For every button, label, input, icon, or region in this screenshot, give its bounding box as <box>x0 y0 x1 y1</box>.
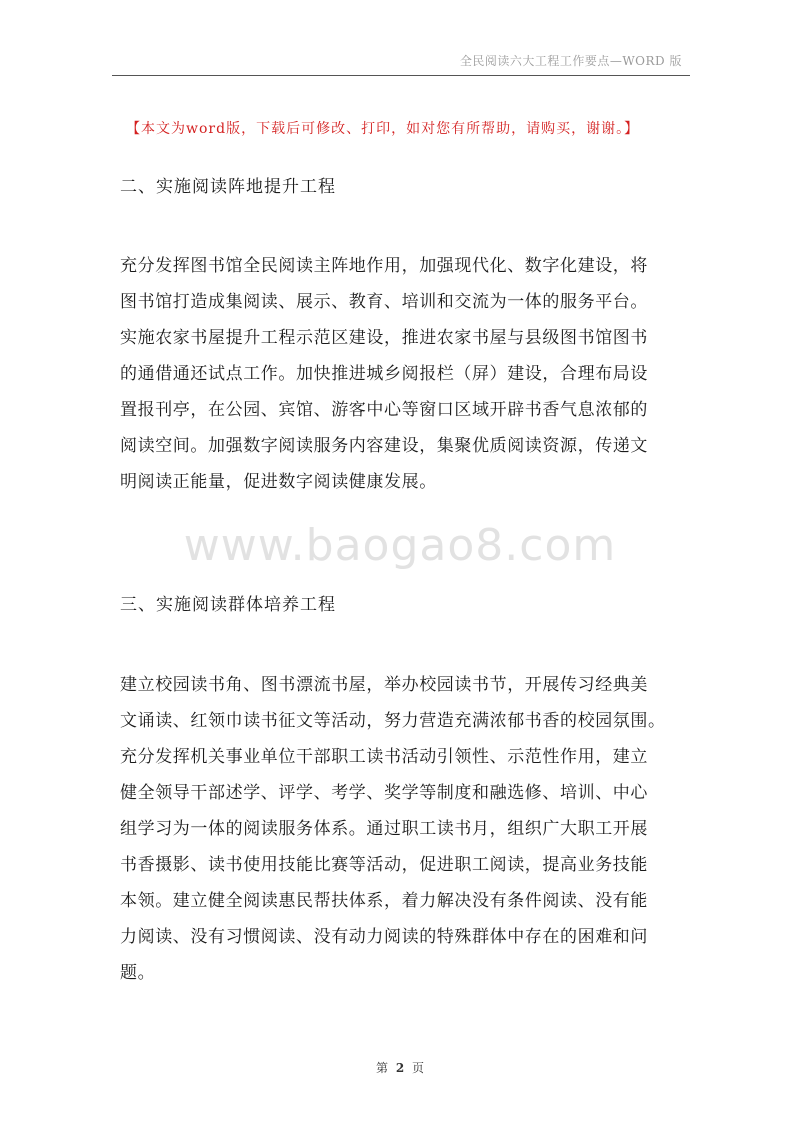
paragraph-line: 本领。建立健全阅读惠民帮扶体系，着力解决没有条件阅读、没有能 <box>120 891 648 911</box>
paragraph-line: 文诵读、红领巾读书征文等活动，努力营造充满浓郁书香的校园氛围。 <box>120 711 666 731</box>
paragraph-line: 题。 <box>120 963 156 983</box>
section-3-paragraph <box>120 667 690 991</box>
paragraph-line: 实施农家书屋提升工程示范区建设，推进农家书屋与县级图书馆图书 <box>120 328 648 348</box>
paragraph-line: 力阅读、没有习惯阅读、没有动力阅读的特殊群体中存在的困难和问 <box>120 927 648 947</box>
paragraph-line: 充分发挥机关事业单位干部职工读书活动引领性、示范性作用，建立 <box>120 747 648 767</box>
paragraph-line: 健全领导干部述学、评学、考学、奖学等制度和融选修、培训、中心 <box>120 783 648 803</box>
page-suffix: 页 <box>412 1061 425 1075</box>
page-prefix: 第 <box>375 1061 388 1075</box>
paragraph-line: 组学习为一体的阅读服务体系。通过职工读书月，组织广大职工开展 <box>120 819 648 839</box>
purchase-notice: 【本文为word版，下载后可修改、打印，如对您有所帮助，请购买，谢谢。】 <box>126 121 640 137</box>
paragraph-line: 置报刊亭，在公园、宾馆、游客中心等窗口区域开辟书香气息浓郁的 <box>120 400 648 420</box>
paragraph-line: 明阅读正能量，促进数字阅读健康发展。 <box>120 472 437 492</box>
section-heading-2: 二、实施阅读阵地提升工程 <box>120 177 336 197</box>
watermark: www.baogao8.com <box>183 520 617 571</box>
section-heading-3: 三、实施阅读群体培养工程 <box>120 595 336 615</box>
paragraph-line: 的通借通还试点工作。加快推进城乡阅报栏（屏）建设，合理布局设 <box>120 364 648 384</box>
running-header: 全民阅读六大工程工作要点—WORD 版 <box>459 54 682 68</box>
page-number: 2 <box>395 1061 405 1075</box>
paragraph-line: 充分发挥图书馆全民阅读主阵地作用，加强现代化、数字化建设，将 <box>120 256 648 276</box>
paragraph-line: 图书馆打造成集阅读、展示、教育、培训和交流为一体的服务平台。 <box>120 292 648 312</box>
section-2-paragraph <box>120 248 690 500</box>
page-footer <box>0 1059 800 1076</box>
paragraph-line: 建立校园读书角、图书漂流书屋，举办校园读书节，开展传习经典美 <box>120 675 648 695</box>
header-rule <box>112 75 690 76</box>
paragraph-line: 阅读空间。加强数字阅读服务内容建设，集聚优质阅读资源，传递文 <box>120 436 648 456</box>
paragraph-line: 书香摄影、读书使用技能比赛等活动，促进职工阅读，提高业务技能 <box>120 855 648 875</box>
